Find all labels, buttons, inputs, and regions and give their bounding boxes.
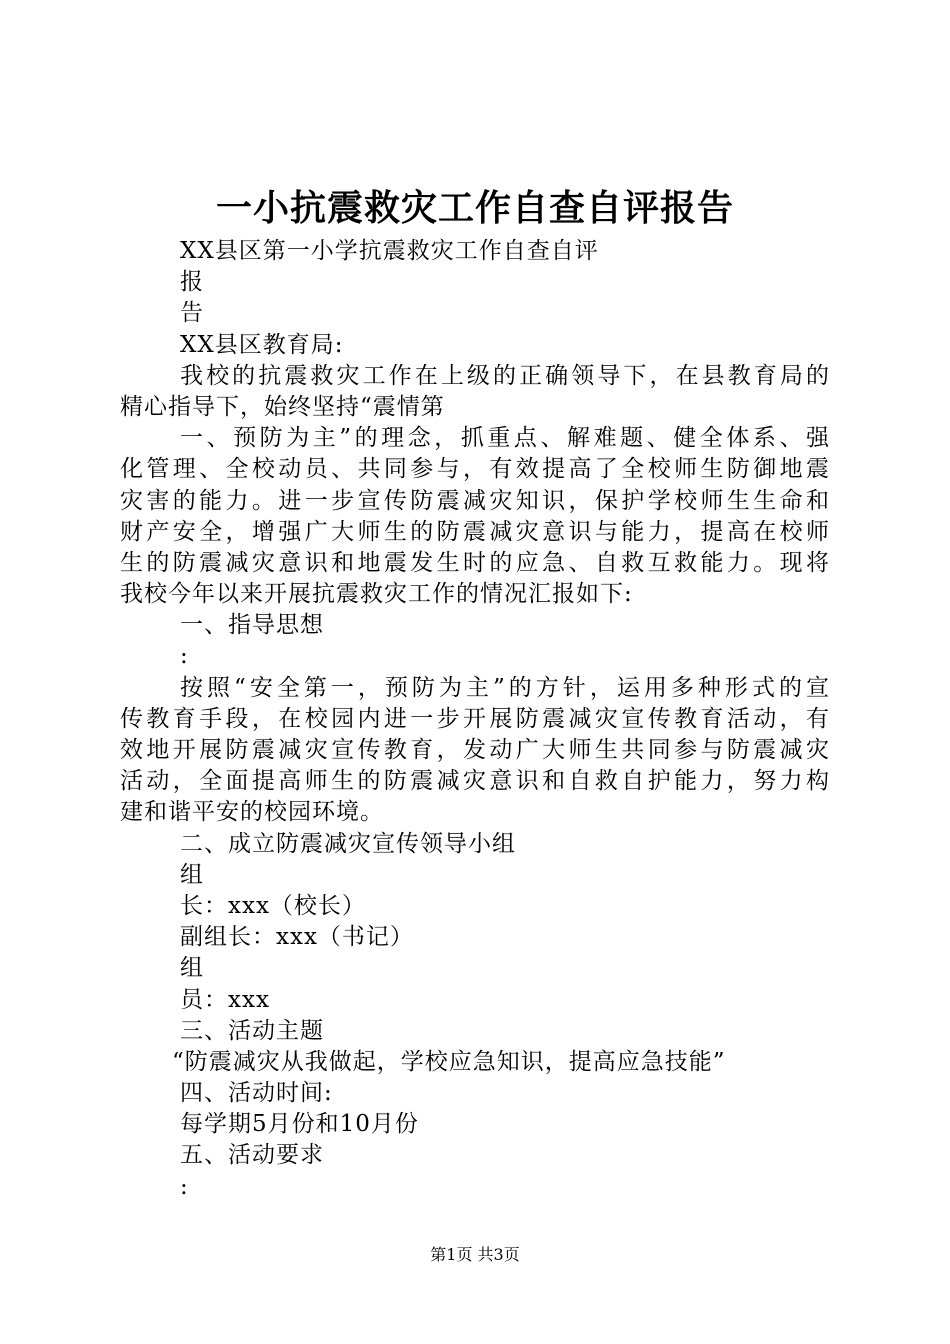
section-heading: 四、活动时间: [180, 1080, 333, 1107]
list-line: 副组长：xxx（书记） [180, 924, 414, 951]
paragraph-line: 生的防震减灾意识和地震发生时的应急、自救互救能力。现将 [120, 549, 830, 576]
paragraph-line: 一、预防为主”的理念，抓重点、解难题、健全体系、强 [180, 425, 830, 452]
subtitle-line: 报 [180, 269, 204, 296]
section-heading: 五、活动要求 [180, 1142, 324, 1169]
list-line: 员：xxx [180, 986, 270, 1013]
paragraph-line: 传教育手段，在校园内进一步开展防震减灾宣传教育活动，有 [120, 705, 830, 732]
paragraph-line: 灾害的能力。进一步宣传防震减灾知识，保护学校师生生命和 [120, 487, 830, 514]
list-line: 组 [180, 861, 204, 888]
paragraph-line: 按照“安全第一，预防为主”的方针，运用多种形式的宣 [180, 674, 830, 701]
paragraph-line: 效地开展防震减灾宣传教育，发动广大师生共同参与防震减灾 [120, 737, 830, 763]
paragraph-line: 建和谐平安的校园环境。 [120, 799, 384, 826]
theme-line: “防震减灾从我做起，学校应急知识，提高应急技能” [172, 1048, 726, 1075]
colon-line: : [180, 1173, 189, 1200]
paragraph-line: 我校今年以来开展抗震救灾工作的情况汇报如下: [120, 581, 633, 608]
paragraph-line: 精心指导下，始终坚持“震情第 [120, 393, 445, 420]
list-line: 长：xxx（校长） [180, 892, 366, 919]
list-line: 组 [180, 955, 204, 982]
paragraph-line: 我校的抗震救灾工作在上级的正确领导下，在县教育局的 [180, 362, 830, 389]
paragraph-line: 财产安全，增强广大师生的防震减灾意识与能力，提高在校师 [120, 518, 830, 545]
time-line: 每学期5月份和10月份 [180, 1111, 419, 1138]
section-heading: 一、指导思想 [180, 612, 324, 639]
paragraph-line: 化管理、全校动员、共同参与，有效提高了全校师生防御地震 [120, 456, 830, 483]
salutation: XX县区教育局: [180, 331, 344, 358]
subtitle-line: XX县区第一小学抗震救灾工作自查自评 [180, 238, 599, 264]
page-footer: 第1页 共3页 [430, 1245, 520, 1264]
document-body [120, 236, 830, 1203]
section-heading: 二、成立防震减灾宣传领导小组 [180, 830, 516, 857]
paragraph-line: 活动，全面提高师生的防震减灾意识和自救自护能力，努力构 [120, 768, 830, 795]
section-heading: 三、活动主题 [180, 1017, 324, 1044]
colon-line: : [180, 643, 189, 670]
document-title: 一小抗震救灾工作自查自评报告 [215, 187, 734, 229]
subtitle-line: 告 [180, 300, 204, 327]
